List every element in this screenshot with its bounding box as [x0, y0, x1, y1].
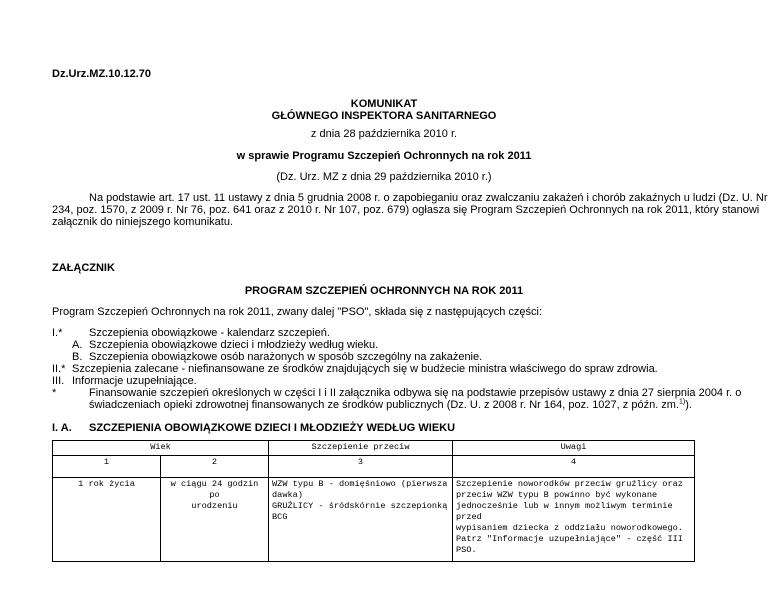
column-number: 2: [161, 456, 269, 478]
part-marker: B.: [72, 351, 83, 363]
program-intro: Program Szczepień Ochronnych na rok 2011, zwany dalej "PSO", składa się z następujących części:: [52, 306, 543, 318]
column-number: 1: [53, 456, 161, 478]
section-heading: SZCZEPIENIA OBOWIĄZKOWE DZIECI I MŁODZIEŻY WEDŁUG WIEKU: [89, 422, 456, 434]
cell-vaccine: [269, 478, 453, 562]
part-marker: *: [52, 387, 57, 399]
cell-line: wypisaniem dziecka z oddziału noworodkowego.: [456, 523, 683, 533]
publication-note: (Dz. Urz. MZ z dnia 29 października 2010 r.): [276, 171, 492, 183]
header-vaccine: Szczepienie przeciw: [269, 441, 453, 456]
table-header-row: [53, 441, 695, 456]
part-text: Szczepienia obowiązkowe dzieci i młodzieży według wieku.: [89, 339, 379, 351]
part-text-segment: ).: [685, 399, 692, 411]
document-subject: w sprawie Programu Szczepień Ochronnych na rok 2011: [236, 150, 532, 162]
column-number: 4: [453, 456, 695, 478]
program-title: PROGRAM SZCZEPIEŃ OCHRONNYCH NA ROK 2011: [244, 285, 524, 297]
part-text: Szczepienia zalecane - niefinansowane ze środków znajdujących się w budżecie ministra właściwego do spraw zdrowia.: [72, 363, 658, 375]
vaccination-table: [52, 440, 695, 562]
part-text: Finansowanie szczepień określonych w części I i II załącznika odbywa się na podstawie przepisów ustawy z dnia 27 sierpnia 2004 r. o: [89, 387, 742, 399]
annex-label: ZAŁĄCZNIK: [52, 262, 115, 274]
intro-line-2: 234, poz. 1570, z 2009 r. Nr 76, poz. 641 oraz z 2010 r. Nr 107, poz. 679) ogłasza się Program Szczepień Ochronnych na rok 2011, który stanowi: [52, 204, 760, 216]
part-text: Informacje uzupełniające.: [72, 375, 197, 387]
cell-line: w ciągu 24 godzin po: [170, 479, 259, 500]
table-row: [53, 478, 695, 562]
header-notes: Uwagi: [453, 441, 695, 456]
cell-line: jednocześnie lub w innym możliwym terminie przed: [456, 501, 673, 522]
part-text: Szczepienia obowiązkowe osób narażonych w sposób szczególny na zakażenie.: [89, 351, 483, 363]
cell-line: urodzeniu: [191, 501, 238, 511]
cell-line: WZW typu B - domięśniowo (pierwsza: [272, 479, 448, 489]
header-age: Wiek: [53, 441, 269, 456]
part-text: [89, 399, 692, 412]
intro-line-1: Na podstawie art. 17 ust. 11 ustawy z dnia 5 grudnia 2008 r. o zapobieganiu oraz zwalczaniu zakażeń i chorób zakaźnych u ludzi (Dz. U. Nr: [89, 192, 768, 204]
cell-timing: [161, 478, 269, 562]
column-number: 3: [269, 456, 453, 478]
footnote-ref: 1): [679, 398, 686, 406]
cell-line: Patrz "Informacje uzupełniające" - część III PSO.: [456, 534, 683, 555]
title-line-2: GŁÓWNEGO INSPEKTORA SANITARNEGO: [271, 110, 497, 122]
cell-line: przeciw WZW typu B powinno być wykonane: [456, 490, 658, 500]
cell-notes: [453, 478, 695, 562]
document-date: z dnia 28 października 2010 r.: [310, 128, 458, 140]
part-marker: II.*: [52, 363, 66, 375]
cell-age: 1 rok życia: [53, 478, 161, 562]
part-marker: I.*: [52, 327, 63, 339]
document-id: Dz.Urz.MZ.10.12.70: [52, 68, 152, 80]
part-marker: III.: [52, 375, 65, 387]
part-marker: A.: [72, 339, 83, 351]
title-line-1: KOMUNIKAT: [350, 98, 418, 110]
part-text-segment: świadczeniach opieki zdrowotnej finansowanych ze środków publicznych (Dz. U. z 2008 r. Nr 164, poz. 1027, z późn. zm.: [89, 399, 680, 411]
cell-line: Szczepienie noworodków przeciw gruźlicy oraz: [456, 479, 683, 489]
section-heading-marker: I. A.: [52, 422, 72, 434]
cell-line: GRUŹLICY - śródskórnie szczepionką BCG: [272, 501, 448, 522]
cell-line: dawka): [272, 490, 303, 500]
table-number-row: [53, 456, 695, 478]
intro-line-3: załącznik do niniejszego komunikatu.: [52, 216, 233, 228]
part-text: Szczepienia obowiązkowe - kalendarz szczepień.: [89, 327, 330, 339]
